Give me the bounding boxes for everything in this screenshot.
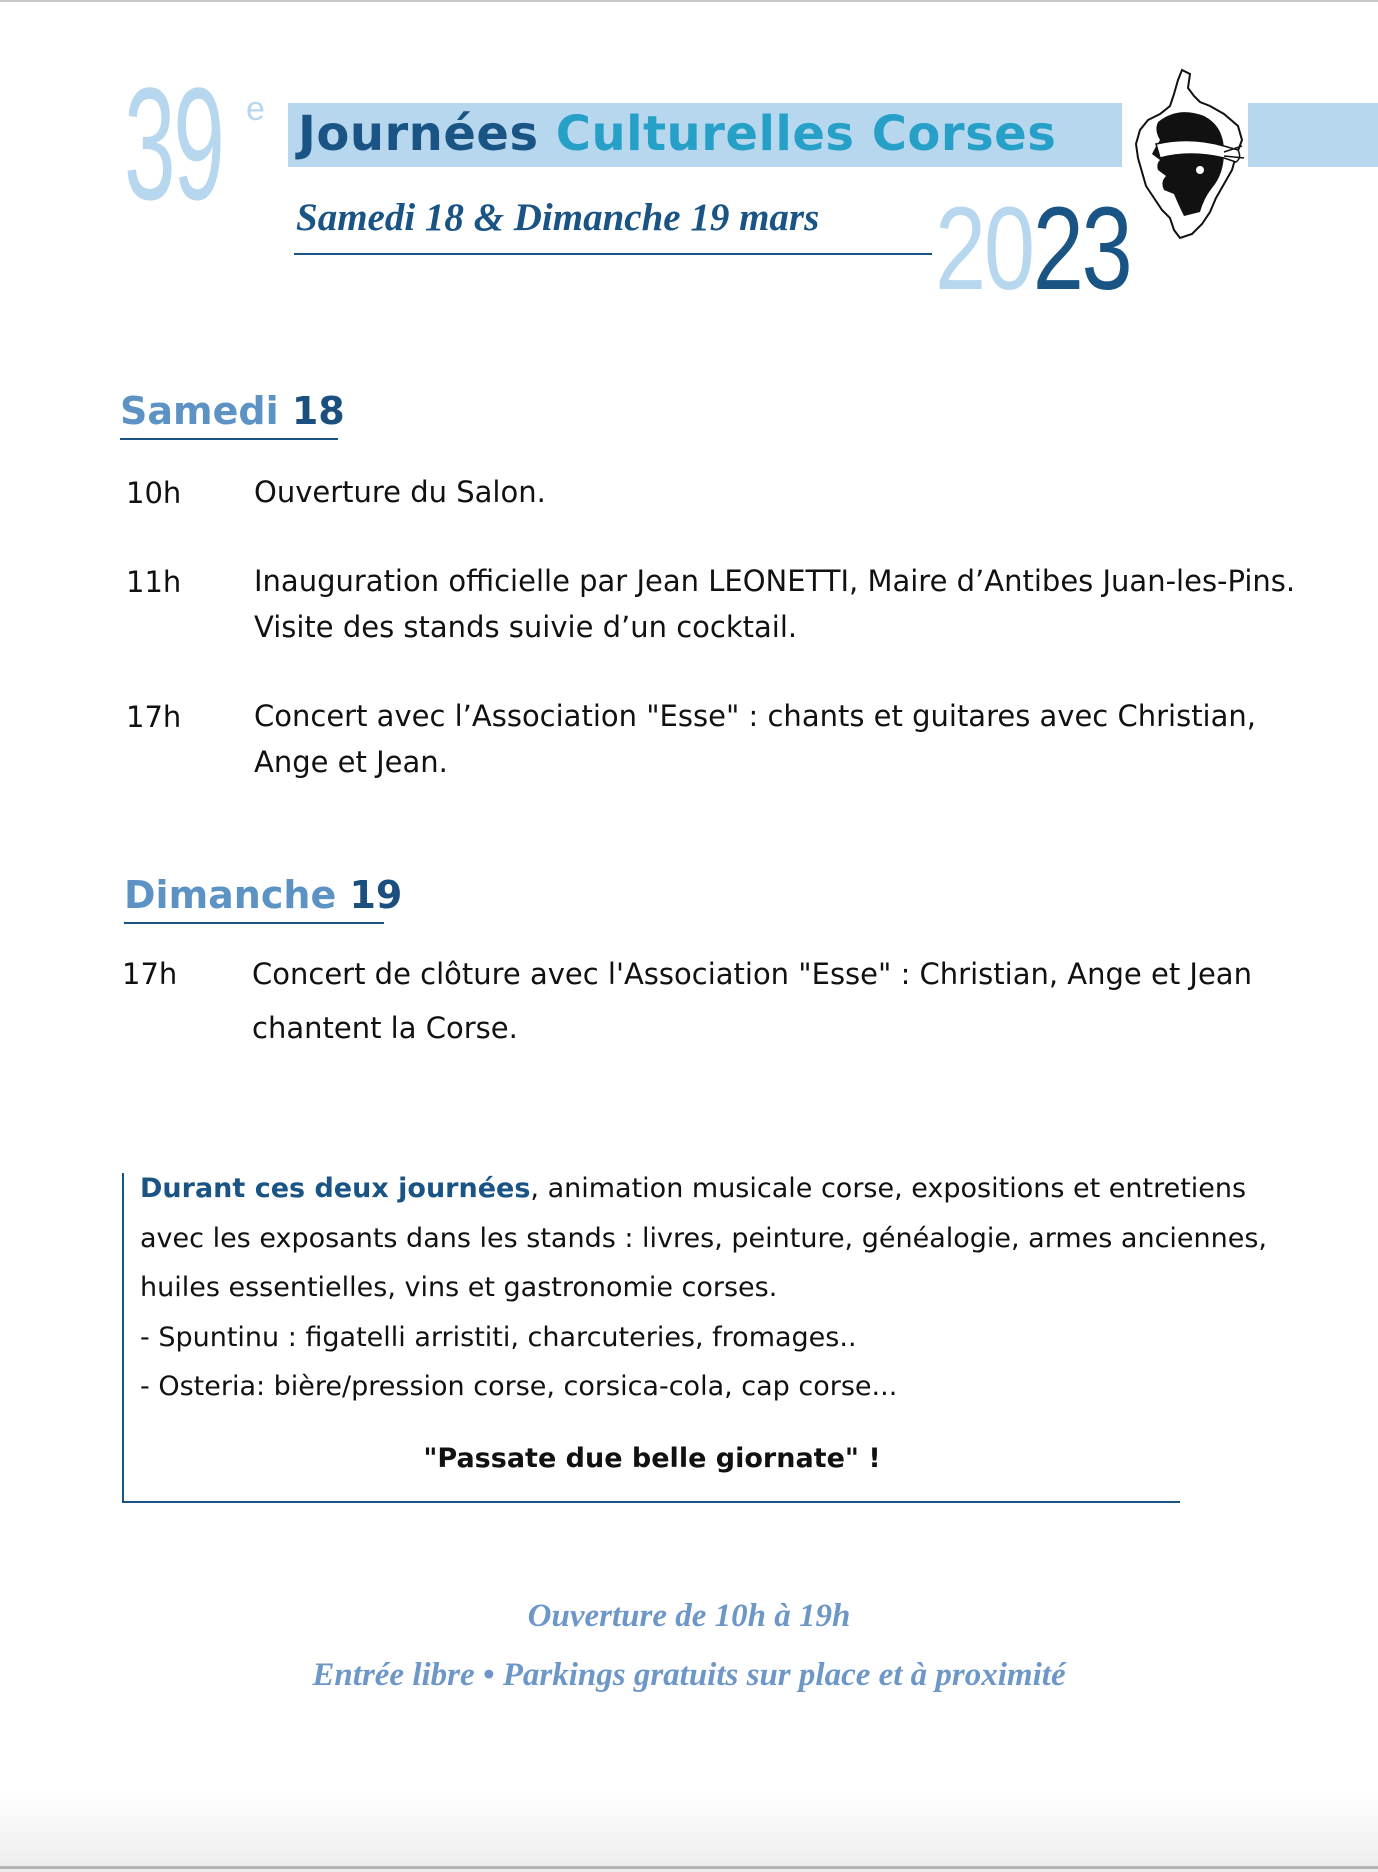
event-description [254,558,1295,650]
title-band-right [1248,103,1378,167]
event-time: 11h [126,565,182,599]
event-year-part1: 20 [935,183,1033,315]
event-title-part1: Journées [298,106,539,162]
edition-number: 39 [124,54,223,233]
info-box-text [140,1164,1267,1412]
event-description [254,693,1256,785]
info-lead: Durant ces deux journées [140,1173,531,1204]
page-bottom-border [0,1866,1378,1869]
event-description-line: Concert avec l’Association "Esse" : chants et guitares avec Christian, [254,699,1256,733]
event-time: 17h [126,700,182,734]
info-line: huiles essentielles, vins et gastronomie corses. [140,1272,778,1303]
moor-head-corsica-icon [1120,66,1250,242]
event-title-part2: Culturelles Corses [555,106,1057,162]
saturday-heading-day: 18 [291,389,345,433]
sunday-heading-underline [124,922,384,924]
info-line: - Osteria: bière/pression corse, corsica-cola, cap corse... [140,1371,898,1402]
event-title [298,104,1056,164]
event-time: 10h [126,476,182,510]
access-info: Entrée libre • Parkings gratuits sur place et à proximité [312,1657,1066,1693]
event-year [935,183,1131,315]
event-description-line: Inauguration officielle par Jean LEONETTI, Maire d’Antibes Juan-les-Pins. [254,564,1296,598]
event-description-line: Concert de clôture avec l'Association "Esse" : Christian, Ange et Jean [252,957,1252,991]
edition-suffix: e [246,90,265,128]
sunday-heading-word: Dimanche [124,873,337,917]
event-description [254,469,546,515]
event-description-line: chantent la Corse. [252,1011,518,1045]
opening-hours: Ouverture de 10h à 19h [527,1598,851,1634]
info-quote: "Passate due belle giornate" ! [423,1443,881,1474]
event-dates: Samedi 18 & Dimanche 19 mars [296,196,820,239]
info-line1-rest: , animation musicale corse, expositions et entretiens [530,1173,1247,1204]
page-bottom-shade [0,1790,1378,1872]
info-line: - Spuntinu : figatelli arristiti, charcuteries, fromages.. [140,1321,857,1353]
info-box-bottom-border [122,1501,1180,1503]
event-description-line: Ange et Jean. [254,745,448,779]
info-line [140,1164,1267,1214]
sunday-heading-day: 19 [349,873,403,917]
saturday-heading-underline [120,438,338,440]
page-top-border [0,0,1378,2]
sunday-heading [124,873,403,917]
saturday-heading-word: Samedi [120,389,279,433]
event-year-part2: 23 [1032,183,1131,315]
dates-underline [294,253,932,255]
saturday-heading [120,389,345,433]
event-description-line: Visite des stands suivie d’un cocktail. [254,610,798,644]
event-description [252,947,1252,1055]
event-description-line: Ouverture du Salon. [254,475,546,509]
event-time: 17h [122,957,178,991]
info-line: avec les exposants dans les stands : livres, peinture, généalogie, armes anciennes, [140,1222,1268,1254]
